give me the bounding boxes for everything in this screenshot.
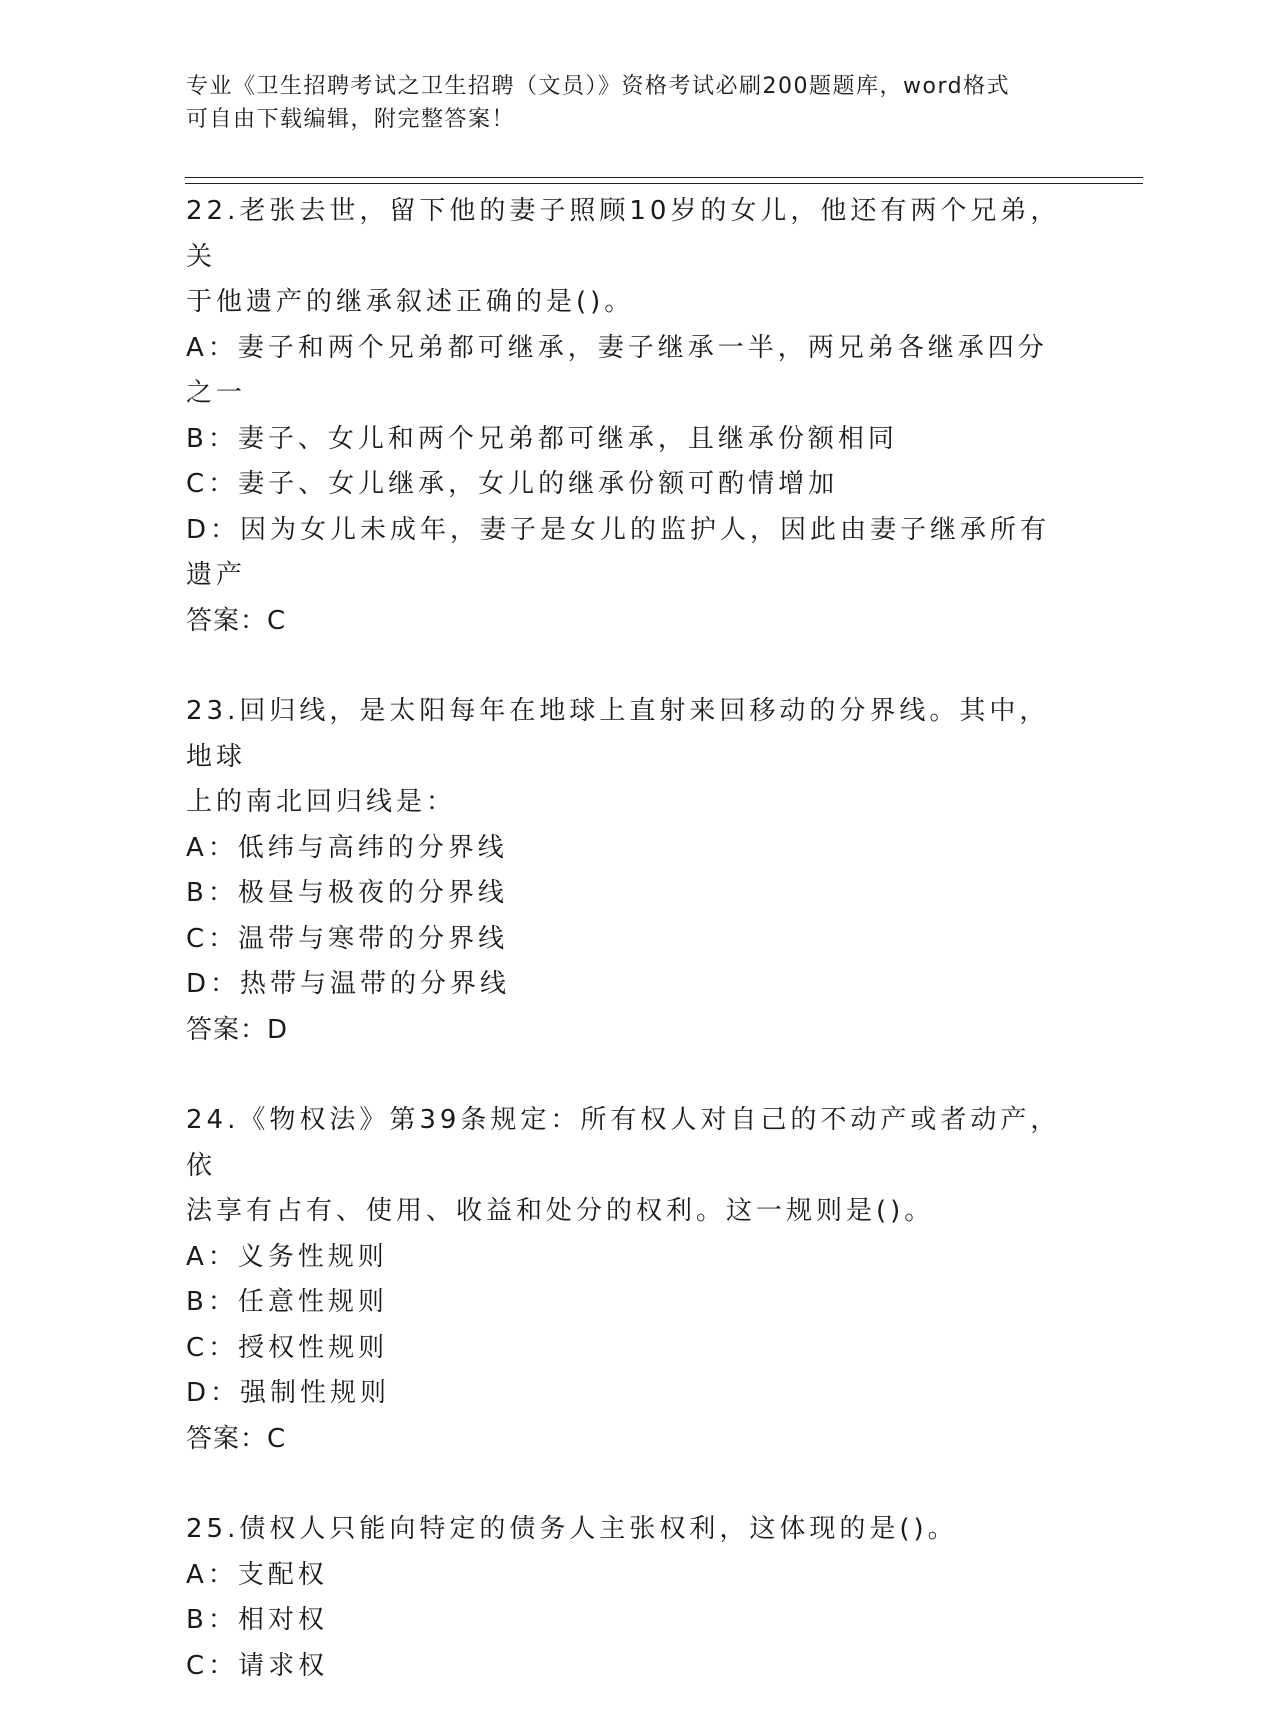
answer: 答案：D: [186, 1014, 289, 1045]
answer: 答案：C: [186, 605, 287, 636]
option-b: B：相对权: [186, 1605, 328, 1635]
document-header: [186, 70, 1086, 136]
header-line-1: 专业《卫生招聘考试之卫生招聘（文员）》资格考试必刷200题题库，word格式: [186, 74, 1011, 99]
option-c: C：请求权: [186, 1650, 329, 1681]
question-stem: 23.回归线，是太阳每年在地球上直射来回移动的分界线。其中，地球: [186, 696, 1050, 772]
option-a: A：支配权: [186, 1559, 328, 1590]
option-c: C：温带与寒带的分界线: [186, 923, 509, 954]
option-b: B：任意性规则: [186, 1287, 388, 1317]
question-list: [186, 189, 1066, 1734]
question-25: [186, 1507, 1066, 1689]
option-c: C：妻子、女儿继承，女儿的继承份额可酌情增加: [186, 469, 839, 499]
answer: 答案：C: [186, 1423, 287, 1454]
option-b: B：妻子、女儿和两个兄弟都可继承，且继承份额相同: [186, 423, 898, 454]
question-stem: 24.《物权法》第39条规定：所有权人对自己的不动产或者动产，依: [186, 1105, 1061, 1181]
question-stem: 法享有占有、使用、收益和处分的权利。这一规则是()。: [186, 1196, 935, 1226]
question-23: [186, 689, 1066, 1053]
option-d: D：热带与温带的分界线: [186, 969, 511, 999]
question-22: [186, 189, 1066, 644]
option-a: A：义务性规则: [186, 1241, 388, 1272]
question-stem: 22.老张去世，留下他的妻子照顾10岁的女儿，他还有两个兄弟，关: [186, 196, 1061, 272]
option-c: C：授权性规则: [186, 1332, 389, 1363]
header-divider-bottom: [185, 183, 1143, 184]
header-line-2: 可自由下载编辑，附完整答案！: [186, 107, 516, 132]
option-a: A：妻子和两个兄弟都可继承，妻子继承一半，两兄弟各继承四分之一: [186, 332, 1048, 408]
option-b: B：极昼与极夜的分界线: [186, 878, 508, 908]
header-divider-top: [185, 177, 1143, 178]
option-d: D：因为女儿未成年，妻子是女儿的监护人，因此由妻子继承所有遗产: [186, 514, 1051, 590]
option-d: D：强制性规则: [186, 1378, 391, 1408]
option-a: A：低纬与高纬的分界线: [186, 832, 508, 863]
question-24: [186, 1098, 1066, 1462]
question-stem: 上的南北回归线是：: [186, 787, 457, 817]
question-stem: 于他遗产的继承叙述正确的是()。: [186, 287, 635, 317]
question-stem: 25.债权人只能向特定的债务人主张权利，这体现的是()。: [186, 1514, 958, 1544]
